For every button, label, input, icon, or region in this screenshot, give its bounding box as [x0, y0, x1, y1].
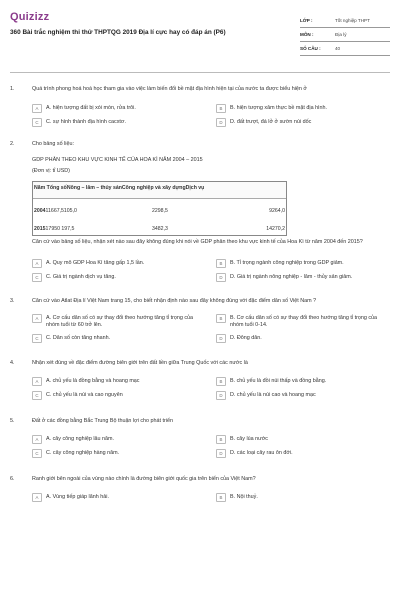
table-cell: 2298,5: [152, 207, 168, 214]
question-number: 6.: [10, 476, 15, 483]
option-text: D. Giá trị ngành nông nghiệp - lâm - thủy sản giảm.: [230, 274, 353, 281]
option-text: D. chủ yếu là núi cao và hoang mạc: [230, 392, 316, 399]
table-values: 17950 197,5: [45, 225, 75, 232]
document-title: 360 Bài trắc nghiệm thi thử THPTQG 2019 Địa lí cực hay có đáp án (P6): [10, 29, 226, 37]
question-body: [32, 360, 390, 400]
option-letter: D: [216, 449, 226, 458]
meta-row-class: [300, 14, 390, 28]
option-c[interactable]: [32, 273, 206, 282]
option-b[interactable]: [216, 314, 390, 329]
option-text: C. Dân số còn tăng nhanh.: [46, 335, 111, 342]
table-cell-first: [34, 226, 112, 233]
option-letter: D: [216, 273, 226, 282]
question-text: Căn cứ vào Atlat Địa lí Việt Nam trang 15, cho biết nhận định nào sau đây không đúng với đặc điểm dân số Việt Nam ?: [32, 298, 317, 305]
question-4: [10, 360, 390, 400]
option-text: B. cây lúa nước: [230, 436, 269, 443]
option-text: B. hiện tượng xâm thực bề mặt địa hình.: [230, 105, 328, 112]
table-year: 2015: [34, 225, 46, 232]
option-text: D. đất trượt, đá lở ở sườn núi dốc: [230, 119, 312, 126]
question-text-secondary: Căn cứ vào bảng số liệu, nhận xét nào sau đây không đúng khi nói về GDP phân theo khu vực kinh tế của Hoa Kì từ năm 2004 đến 2015?: [32, 239, 363, 246]
question-body: [32, 86, 390, 127]
meta-value: Địa lý: [335, 31, 347, 37]
table-unit: (Đơn vị: tỉ USD): [32, 168, 70, 175]
option-b[interactable]: [216, 259, 390, 268]
option-letter: D: [216, 391, 226, 400]
header-divider: [10, 72, 390, 73]
question-3: [10, 298, 390, 343]
table-row: [33, 218, 286, 236]
option-text: C. Giá trị ngành dịch vụ tăng.: [46, 274, 116, 281]
question-number: 4.: [10, 360, 15, 367]
table-cell-first: [34, 208, 112, 215]
option-text: A. chủ yếu là đồng bằng và hoang mạc: [46, 378, 140, 385]
question-text: Đất ở các đồng bằng Bắc Trung Bộ thuận lợi cho phát triển: [32, 418, 174, 425]
table-title: GDP PHÂN THEO KHU VỰC KINH TẾ CỦA HOA KÌ NĂM 2004 – 2015: [32, 157, 203, 164]
meta-key: SỐ CÂU :: [300, 45, 321, 51]
table-header: Năm Tổng sốNông – lâm – thủy sảnCông nghiệp và xây dựngDịch vụ: [33, 182, 286, 199]
option-text: A. cây công nghiệp lâu năm.: [46, 436, 115, 443]
option-text: D. Đông dân.: [230, 335, 262, 342]
option-text: A. Quy mô GDP Hoa Kì tăng gấp 1,5 lần.: [46, 260, 145, 267]
header-left: [10, 6, 295, 38]
meta-value: Tốt nghiệp THPT: [335, 17, 370, 23]
option-d[interactable]: [216, 334, 390, 343]
options: [32, 377, 390, 400]
option-a[interactable]: [32, 377, 206, 386]
option-a[interactable]: [32, 435, 206, 444]
option-c[interactable]: [32, 449, 206, 458]
option-text: B. Tỉ trọng ngành công nghiệp trong GDP giảm.: [230, 260, 344, 267]
option-letter: A: [32, 259, 42, 268]
question-number: 3.: [10, 298, 15, 305]
option-letter: D: [216, 334, 226, 343]
option-letter: A: [32, 435, 42, 444]
option-c[interactable]: [32, 334, 206, 343]
option-c[interactable]: [32, 391, 206, 400]
option-text: A. hiện tượng đất bị xói mòn, rửa trôi.: [46, 105, 136, 112]
table-cell: 9264,0: [269, 207, 285, 214]
option-letter: B: [216, 259, 226, 268]
quizizz-logo: Quizizz: [10, 11, 50, 23]
question-text: Nhận xét đúng về đặc điểm đường biên giới trên đất liền giữa Trung Quốc với các nước là: [32, 360, 248, 367]
option-text: C. cây công nghiệp hàng năm.: [46, 450, 120, 457]
question-number: 2.: [10, 141, 15, 148]
question-body: [32, 298, 390, 343]
meta-info: [300, 14, 390, 56]
option-text: D. các loại cây rau ôn đới.: [230, 450, 293, 457]
meta-key: MÔN :: [300, 31, 314, 37]
option-a[interactable]: [32, 314, 206, 329]
question-2: [10, 141, 390, 282]
option-text: B. Cơ cấu dân số có sự thay đổi theo hướng tăng tỉ trọng của nhóm tuổi 0-14.: [230, 315, 378, 329]
options: [32, 314, 390, 343]
options: [32, 493, 390, 502]
table-row: [33, 199, 286, 218]
header: [10, 6, 390, 66]
option-letter: B: [216, 377, 226, 386]
options: [32, 104, 390, 127]
option-text: B. Nội thuỷ.: [230, 494, 258, 501]
option-letter: C: [32, 449, 42, 458]
option-d[interactable]: [216, 118, 390, 127]
question-number: 1.: [10, 86, 15, 92]
option-letter: C: [32, 334, 42, 343]
option-d[interactable]: [216, 391, 390, 400]
question-5: [10, 418, 390, 458]
question-body: [32, 418, 390, 458]
option-b[interactable]: [216, 435, 390, 444]
option-letter: C: [32, 273, 42, 282]
option-text: C. sự hình thành địa hình cacxtơ.: [46, 119, 126, 126]
option-a[interactable]: [32, 493, 206, 502]
option-letter: A: [32, 104, 42, 113]
option-b[interactable]: [216, 377, 390, 386]
option-letter: B: [216, 493, 226, 502]
option-d[interactable]: [216, 273, 390, 282]
meta-row-subject: [300, 28, 390, 42]
option-b[interactable]: [216, 104, 390, 113]
option-letter: D: [216, 118, 226, 127]
option-letter: A: [32, 493, 42, 502]
option-letter: C: [32, 118, 42, 127]
option-a[interactable]: [32, 104, 206, 113]
question-1: [10, 86, 390, 127]
question-text: Quá trình phong hoá hoá học tham gia vào việc làm biến đổi bề mặt địa hình hiện tại của nước ta được biểu hiện ở: [32, 86, 307, 92]
table-cell: 3482,3: [152, 225, 168, 232]
question-6: [10, 476, 390, 502]
option-text: B. chủ yếu là đồi núi thấp và đồng bằng.: [230, 378, 327, 385]
option-b[interactable]: [216, 493, 390, 502]
table-year: 2004: [34, 207, 46, 214]
option-text: C. chủ yếu là núi và cao nguyên: [46, 392, 123, 399]
options: [32, 435, 390, 458]
option-text: A. Cơ cấu dân số có sự thay đổi theo hướng tăng tỉ trọng của nhóm tuổi từ 60 trở lên.: [46, 315, 194, 329]
table-values: 11667,5105,0: [45, 207, 77, 214]
option-letter: A: [32, 377, 42, 386]
option-a[interactable]: [32, 259, 206, 268]
data-table: [32, 181, 287, 236]
question-body: [32, 476, 390, 502]
option-letter: B: [216, 104, 226, 113]
question-text: Cho bảng số liệu:: [32, 141, 74, 148]
question-body: [32, 141, 390, 282]
question-number: 5.: [10, 418, 15, 425]
option-text: A. Vùng tiếp giáp lãnh hải.: [46, 494, 109, 501]
meta-key: LỚP :: [300, 17, 313, 23]
option-letter: B: [216, 435, 226, 444]
option-c[interactable]: [32, 118, 206, 127]
option-d[interactable]: [216, 449, 390, 458]
options: [32, 259, 390, 282]
meta-value: 40: [335, 45, 341, 51]
option-letter: A: [32, 314, 42, 323]
question-text: Ranh giới bên ngoài của vùng nào chính là đường biên giới quốc gia trên biển của Việt Nam?: [32, 476, 256, 483]
option-letter: B: [216, 314, 226, 323]
option-letter: C: [32, 391, 42, 400]
meta-row-count: [300, 42, 390, 56]
table-cell: 14270,2: [266, 225, 285, 232]
